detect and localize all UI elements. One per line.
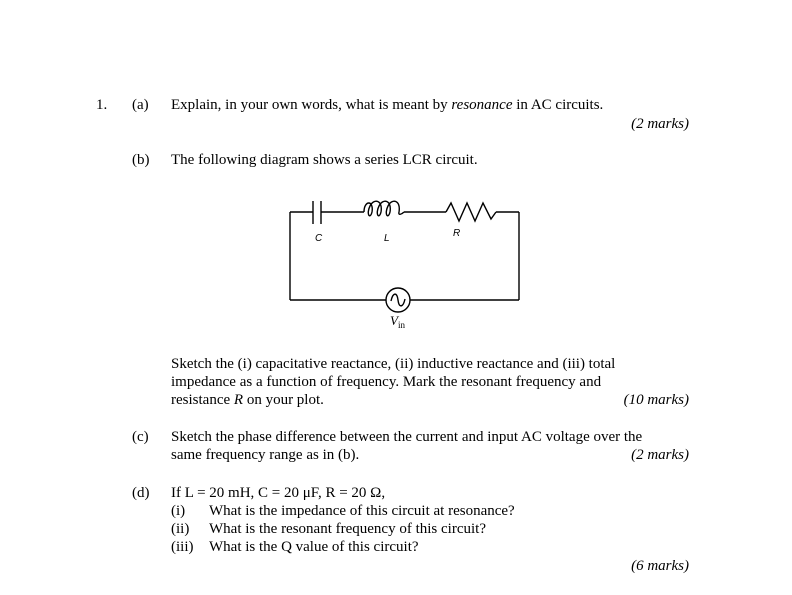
label-c: C [315, 233, 323, 244]
inductor-coil [364, 201, 404, 216]
part-b-line3-before: resistance [171, 392, 234, 408]
part-a-emphasis: resonance [451, 97, 513, 113]
part-c-marks: (2 marks) [631, 447, 689, 463]
part-d-item-text-3: What is the Q value of this circuit? [209, 539, 419, 555]
part-b-line3-after: on your plot. [243, 392, 324, 408]
part-a-label: (a) [132, 97, 149, 113]
ac-source-wave [391, 294, 405, 306]
question-number: 1. [96, 97, 108, 113]
part-b-marks: (10 marks) [623, 392, 689, 408]
part-d-item-text-2: What is the resonant frequency of this circuit? [209, 521, 486, 537]
part-a-text-after: in AC circuits. [512, 97, 604, 113]
part-d-marks: (6 marks) [631, 558, 689, 574]
part-d-given: If L = 20 mH, C = 20 μF, R = 20 Ω, [171, 485, 386, 501]
part-b-line1: Sketch the (i) capacitative reactance, (ii) inductive reactance and (iii) total [171, 356, 616, 372]
resistor-zigzag [446, 203, 496, 221]
part-b-line3 [171, 391, 324, 409]
part-d-item-num-3: (iii) [171, 539, 194, 555]
part-b-intro: The following diagram shows a series LCR circuit. [171, 152, 478, 168]
part-d-label: (d) [132, 485, 150, 501]
part-c-line1: Sketch the phase difference between the current and input AC voltage over the [171, 429, 643, 445]
part-a-marks: (2 marks) [631, 116, 689, 132]
label-vin-sub: in [397, 320, 405, 330]
part-c-label: (c) [132, 429, 149, 445]
label-l: L [384, 233, 390, 244]
part-b-line3-var: R [233, 392, 244, 408]
part-d-item-text-1: What is the impedance of this circuit at resonance? [209, 503, 515, 519]
label-vin-main: V [390, 313, 398, 328]
label-r: R [453, 228, 461, 239]
part-a-text-before: Explain, in your own words, what is meant by [171, 97, 452, 113]
part-b-line2: impedance as a function of frequency. Mark the resonant frequency and [171, 374, 602, 390]
part-c-line2: same frequency range as in (b). [171, 447, 360, 463]
label-vin [390, 313, 405, 330]
part-d-item-num-2: (ii) [171, 521, 190, 537]
part-d-item-num-1: (i) [171, 503, 186, 519]
part-b-label: (b) [132, 152, 150, 168]
